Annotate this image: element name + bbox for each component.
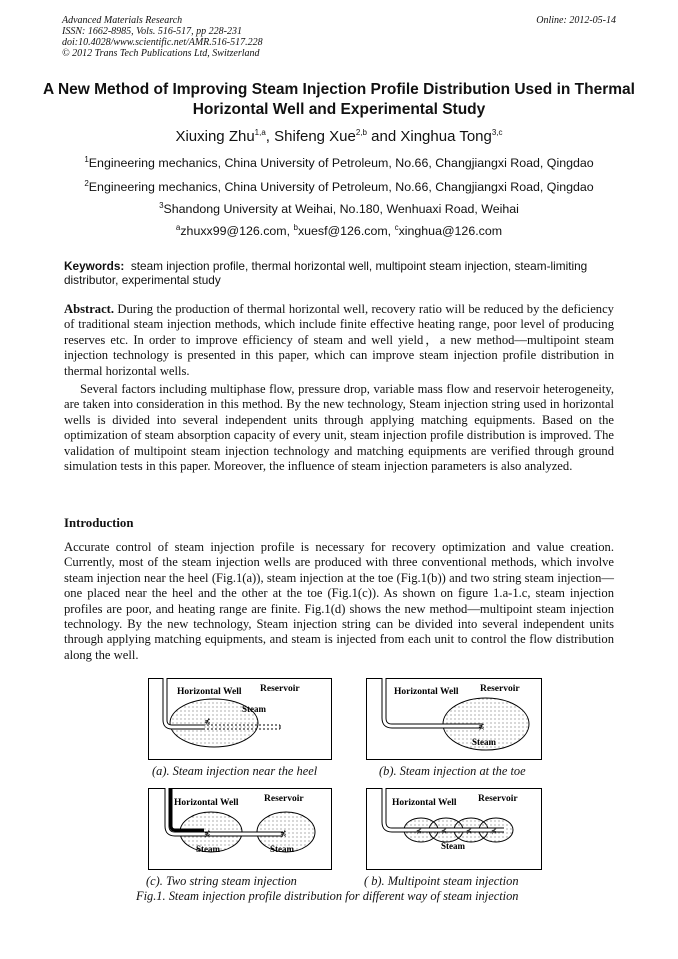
svg-text:⋠: ⋠ — [478, 722, 485, 731]
svg-text:⋠: ⋠ — [204, 829, 211, 838]
keywords-label: Keywords: — [64, 259, 125, 273]
abstract-paragraph-1: Abstract. During the production of thermal horizontal well, recovery ratio will be reduced by the deficiency of traditional steam injection methods, which include finite effective heating range, poor level of producing reserves etc. In order to improve efficiency of steam and well yield，a new method—multipoint steam injection technology is presented in this paper, which can improve steam injection profile distribution in thermal horizontal wells. — [64, 302, 614, 378]
doi-line: doi:10.4028/www.scientific.net/AMR.516-517.228 — [62, 37, 263, 48]
svg-text:⋠: ⋠ — [466, 827, 472, 835]
svg-text:Reservoir: Reservoir — [264, 794, 304, 804]
svg-text:⋠: ⋠ — [491, 827, 497, 835]
figure-d — [366, 788, 542, 875]
svg-text:⋠: ⋠ — [204, 717, 211, 726]
svg-text:Horizontal Well: Horizontal Well — [392, 798, 457, 808]
affiliation-3: $^3$Shandong University at Weihai, No.180, Wenhuaxi Road, Weihai — [159, 201, 519, 217]
figure-a — [148, 678, 332, 765]
keywords — [64, 259, 614, 287]
figure-c — [148, 788, 332, 875]
caption-c: (c). Two string steam injection — [146, 874, 297, 888]
journal-header — [62, 15, 616, 59]
affiliation-2: $^2$Engineering mechanics, China University of Petroleum, No.66, Changjiangxi Road, Qingdao — [84, 179, 594, 195]
caption-a: (a). Steam injection near the heel — [152, 764, 318, 778]
label-steam: Steam — [242, 704, 266, 714]
label-reservoir: Reservoir — [260, 684, 300, 694]
svg-text:⋠: ⋠ — [441, 827, 447, 835]
caption-d: ( b). Multipoint steam injection — [364, 874, 519, 888]
figure-caption: Fig.1. Steam injection profile distribution for different way of steam injection — [136, 889, 519, 903]
intro-paragraph: Accurate control of steam injection profile is necessary for recovery optimization and value creation. Currently, most of the steam injection wells are produced with three conventional methods, which involve steam injection near the heel (Fig.1(a)), steam injection at the toe (Fig.1(b)) and two string steam injection—one placed near the heel and the other at the toe (Fig.1(c)). As shown on figure 1.a-1.c, steam injection profiles are poor, and heating range are finite. Fig.1(d) shows the new method—multipoint steam injection technology. By the new technology, Steam injection string can be divided into several independent units through applying matching equipments, and steam is injected from each unit to control the flow distribution along the well. — [64, 540, 614, 662]
author-name: Shifeng Xue — [274, 128, 356, 145]
abstract-label: Abstract. — [64, 302, 115, 316]
figure-b — [366, 678, 542, 765]
caption-b: (b). Steam injection at the toe — [379, 764, 526, 778]
svg-text:Horizontal Well: Horizontal Well — [394, 687, 459, 697]
section-heading: Introduction — [64, 516, 134, 530]
svg-text:Steam: Steam — [441, 841, 465, 851]
paper-title: A New Method of Improving Steam Injection Profile Distribution Used in Thermal Horizontal Well and Experimental Study — [43, 81, 635, 118]
svg-text:Reservoir: Reservoir — [480, 684, 520, 694]
affiliation-1: $^1$Engineering mechanics, China University of Petroleum, No.66, Changjiangxi Road, Qingdao — [84, 155, 594, 171]
svg-text:Reservoir: Reservoir — [478, 794, 518, 804]
svg-text:Steam: Steam — [196, 844, 220, 854]
journal-name: Advanced Materials Research — [62, 15, 183, 26]
svg-text:Steam: Steam — [472, 737, 496, 747]
author-list: Xiuxing Zhu$^{1,a}$, Shifeng Xue$^{2,b}$ and Xinghua Tong$^{3,c}$ — [175, 128, 503, 145]
online-date: Online: 2012-05-14 — [536, 15, 616, 26]
keywords-text: steam injection profile, thermal horizontal well, multipoint steam injection, steam-limiting distributor, experimental study — [64, 259, 588, 287]
author-name: Xinghua Tong — [400, 128, 492, 145]
author-name: Xiuxing Zhu — [175, 128, 255, 145]
svg-text:⋠: ⋠ — [280, 829, 287, 838]
svg-text:⋠: ⋠ — [416, 827, 422, 835]
abstract-paragraph-2: Several factors including multiphase flow, pressure drop, variable mass flow and reservoir heterogeneity, are taken into consideration in this method. By the new technology, Steam injection string used in horizontal wells is divided into several independent units through applying matching equipments. Based on the optimization of steam absorption capacity of every unit, steam injection profile distribution is improved. The validation of multipoint steam injection technology and matching equipments are verified through ground simulation tests in this paper. Moreover, the influence of steam injection parameters is also analyzed. — [64, 382, 614, 474]
svg-text:Steam: Steam — [270, 844, 294, 854]
copyright-line: © 2012 Trans Tech Publications Ltd, Switzerland — [62, 48, 260, 59]
issn-line: ISSN: 1662-8985, Vols. 516-517, pp 228-231 — [62, 26, 242, 37]
svg-text:Horizontal Well: Horizontal Well — [174, 798, 239, 808]
email-line: $^a$zhuxx99@126.com, $^b$xuesf@126.com, $^c$xinghua@126.com — [175, 223, 503, 239]
label-horizontal-well: Horizontal Well — [177, 687, 242, 697]
